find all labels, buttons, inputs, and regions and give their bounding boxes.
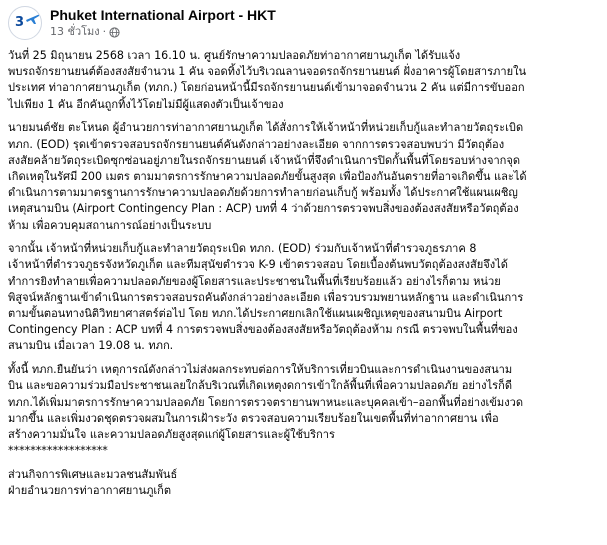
- globe-icon[interactable]: [109, 27, 120, 38]
- post-header: [8, 6, 276, 42]
- post-paragraph-2: นายมนต์ชัย ตะโหนด ผู้อำนวยการท่าอากาศยานภูเก็ต ได้สั่งการให้เจ้าหน้าที่หน่วยเก็บกู้และทำลายวัตถุระเบิด ทภก. (EOD) รุดเข้าตรวจสอบรถจักรยานยนต์คันดังกล่าวอย่างละเอียด จากการตรวจสอบพบว่า มีวัตถุต้อง สงสัยคล้ายวัตถุระเบิดซุกซ่อนอยู่ภายในรถจักรยานยนต์ เจ้าหน้าที่จึงดำเนินการปิดกั้นพื้นที่โดยรอบห่างจากจุด เกิดเหตุในรัศมี 200 เมตร ตามมาตรการรักษาความปลอดภัยขั้นสูงสุด เพื่อป้องกันอันตรายที่อาจเกิดขึ้น และได้ ดำเนินการตามมาตรฐานการรักษาความปลอดภัยด้วยการทำลายก่อนเก็บกู้ พร้อมทั้ง ได้ประกาศใช้แผนเผชิญ เหตุสนามบิน (Airport Contingency Plan : ACP) บทที่ 4 ว่าด้วยการตรวจพบสิ่งของต้องสงสัยหรือวัตถุต้อง ห้าม เพื่อควบคุมสถานการณ์อย่างเป็นระบบ: [8, 121, 527, 232]
- post-signature: ส่วนกิจการพิเศษและมวลชนสัมพันธ์ ฝ่ายอำนวยการท่าอากาศยานภูเก็ต: [8, 467, 178, 498]
- post-body: [8, 48, 598, 499]
- page-avatar[interactable]: [8, 6, 42, 40]
- time-row: [50, 25, 276, 39]
- avatar-logo-text: 3: [15, 15, 24, 30]
- post-meta: [50, 6, 276, 39]
- separator-dot: ·: [102, 25, 107, 38]
- page-name-link[interactable]: Phuket International Airport - HKT: [50, 7, 276, 23]
- post-paragraph-1: วันที่ 25 มิถุนายน 2568 เวลา 16.10 น. ศูนย์รักษาความปลอดภัยท่าอากาศยานภูเก็ต ได้รับแจ้ง พบรถจักรยานยนต์ต้องสงสัยจำนวน 1 คัน จอดทิ้งไว้บริเวณลานจอดรถจักรยานยนต์ ฝั่งอาคารผู้โดยสารภายใน ประเทศ ท่าอากาศยานภูเก็ต (ทภก.) โดยก่อนหน้านี้มีรถจักรยานยนต์เข้ามาจอดจำนวน 2 คัน แต่มีการขับออก ไปเพียง 1 คัน อีกคันถูกทิ้งไว้โดยไม่มีผู้แสดงตัวเป็นเจ้าของ: [8, 49, 527, 111]
- post-paragraph-3: จากนั้น เจ้าหน้าที่หน่วยเก็บกู้และทำลายวัตถุระเบิด ทภก. (EOD) ร่วมกับเจ้าหน้าที่ตำรวจภูธรภาค 8 เจ้าหน้าที่ตำรวจภูธรจังหวัดภูเก็ต และทีมสุนัขตำรวจ K-9 เข้าตรวจสอบ โดยเบื้องต้นพบวัตถุต้องสงสัยจึงได้ ทำการยิงทำลายเพื่อความปลอดภัยของผู้โดยสารและประชาชนในพื้นที่เรียบร้อยแล้ว อย่างไรก็ตาม หน่วย พิสูจน์หลักฐานเข้าดำเนินการตรวจสอบรถคันดังกล่าวอย่างละเอียด เพื่อรวบรวมพยานหลักฐาน และดำเนินการ ตามขั้นตอนทางนิติวิทยาศาสตร์ต่อไป โดย ทภก.ได้ประกาศยกเลิกใช้แผนเผชิญเหตุของสนามบิน Airport Contingency Plan : ACP บทที่ 4 การตรวจพบสิ่งของต้องสงสัยหรือวัตถุต้องห้าม กรณี ตรวจพบในพื้นที่ของ สนามบิน เมื่อเวลา 19.08 น. ทภก.: [8, 242, 524, 353]
- airplane-icon: [25, 11, 41, 25]
- post-paragraph-4: ทั้งนี้ ทภก.ยืนยันว่า เหตุการณ์ดังกล่าวไม่ส่งผลกระทบต่อการให้บริการเที่ยวบินและการดำเนินงานของสนาม บิน และขอความร่วมมือประชาชนเลยใกล้บริเวณที่เกิดเหตุงดการเข้าใกล้พื้นที่เพื่อความปลอดภัย อย่างไรก็ดี ทภก.ได้เพิ่มมาตรการรักษาความปลอดภัย โดยการตรวจตรายานพาหนะและบุคคลเข้า–ออกพื้นที่อย่างเข้มงวด มากขึ้น และเพิ่มงวดชุดตรวจผสมในการเฝ้าระวัง ตรวจสอบความเรียบร้อยในเขตพื้นที่ท่าอากาศยาน เพื่อ สร้างความมั่นใจ และความปลอดภัยสูงสุดแก่ผู้โดยสารและผู้ใช้บริการ ******************: [8, 363, 524, 458]
- post-timestamp[interactable]: 13 ชั่วโมง: [50, 25, 100, 38]
